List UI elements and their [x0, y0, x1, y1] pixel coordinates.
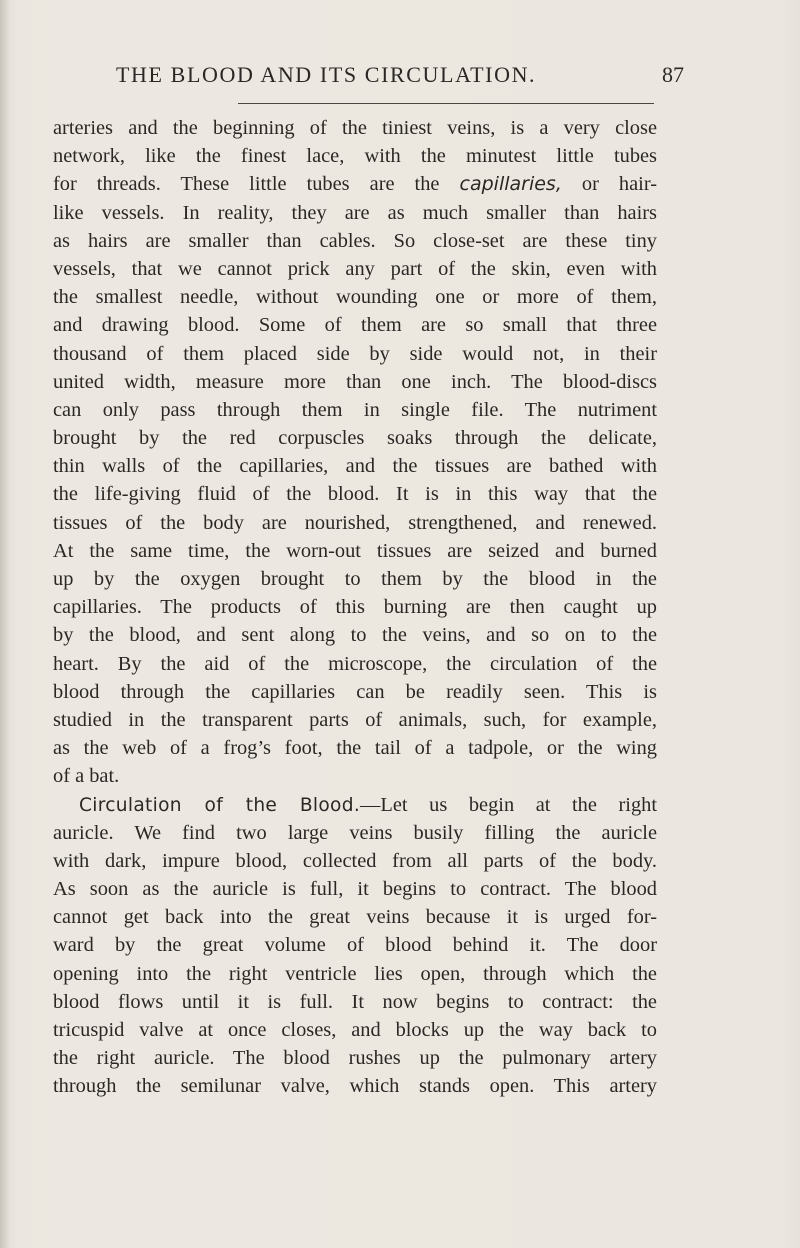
- text-line: with dark, impure blood, collected from all parts of the body.: [53, 849, 657, 872]
- text-line: the smallest needle, without wounding one or more of them,: [53, 286, 657, 309]
- text-line: heart. By the aid of the microscope, the circulation of the: [53, 652, 657, 675]
- term-capillaries: capillaries,: [459, 173, 562, 196]
- section-heading: Circulation of the Blood.: [79, 794, 361, 816]
- text-line: network, like the finest lace, with the minutest little tubes: [53, 145, 657, 168]
- text-line: opening into the right ventricle lies open, through which the: [53, 962, 657, 985]
- page-number: 87: [662, 62, 684, 87]
- text-line: united width, measure more than one inch. The blood-discs: [53, 370, 657, 393]
- text-line: auricle. We find two large veins busily filling the auricle: [53, 821, 657, 844]
- text-line: cannot get back into the great veins because it is urged for-: [53, 906, 657, 929]
- text-line-with-term: [53, 170, 657, 198]
- text-line: as hairs are smaller than cables. So close-set are these tiny: [53, 229, 657, 252]
- text-line: and drawing blood. Some of them are so small that three: [53, 314, 657, 337]
- body-text: [53, 114, 657, 1101]
- section-line: [53, 791, 657, 819]
- text-line: up by the oxygen brought to them by the blood in the: [53, 568, 657, 590]
- text-fragment: —Let us begin at the right: [360, 793, 657, 816]
- text-line: brought by the red corpuscles soaks through the delicate,: [53, 427, 657, 450]
- text-line: vessels, that we cannot prick any part of the skin, even with: [53, 257, 657, 280]
- text-line: At the same time, the worn-out tissues are seized and burned: [53, 539, 657, 562]
- text-line: As soon as the auricle is full, it begins to contract. The blood: [53, 878, 657, 901]
- text-line: can only pass through them in single file. The nutriment: [53, 398, 657, 421]
- running-head: [96, 62, 684, 94]
- text-line: arteries and the beginning of the tiniest veins, is a very close: [53, 117, 657, 139]
- text-fragment: or hair-: [561, 173, 658, 196]
- header-rule: [238, 103, 654, 104]
- text-line: as the web of a frog’s foot, the tail of a tadpole, or the wing: [53, 737, 657, 760]
- text-line: thin walls of the capillaries, and the tissues are bathed with: [53, 455, 657, 478]
- text-line: studied in the transparent parts of animals, such, for example,: [53, 708, 657, 731]
- text-line: blood through the capillaries can be readily seen. This is: [53, 680, 657, 703]
- text-line: ward by the great volume of blood behind it. The door: [53, 934, 657, 957]
- text-line: the life-giving fluid of the blood. It is in this way that the: [53, 483, 657, 506]
- text-line: the right auricle. The blood rushes up the pulmonary artery: [53, 1047, 657, 1070]
- text-line: tissues of the body are nourished, strengthened, and renewed.: [53, 511, 657, 534]
- spine-shadow: [0, 0, 10, 1248]
- text-line: tricuspid valve at once closes, and blocks up the way back to: [53, 1019, 657, 1041]
- running-title: THE BLOOD AND ITS CIRCULATION.: [116, 62, 537, 87]
- text-line: thousand of them placed side by side would not, in their: [53, 342, 657, 365]
- text-line: blood flows until it is full. It now begins to contract: the: [53, 990, 657, 1013]
- text-fragment: for threads. These little tubes are the: [53, 173, 460, 196]
- text-line: by the blood, and sent along to the veins, and so on to the: [53, 624, 657, 647]
- text-line: of a bat.: [53, 765, 120, 788]
- text-line: capillaries. The products of this burning are then caught up: [53, 596, 657, 619]
- text-line: through the semilunar valve, which stands open. This artery: [53, 1075, 657, 1098]
- text-line: like vessels. In reality, they are as much smaller than hairs: [53, 201, 657, 224]
